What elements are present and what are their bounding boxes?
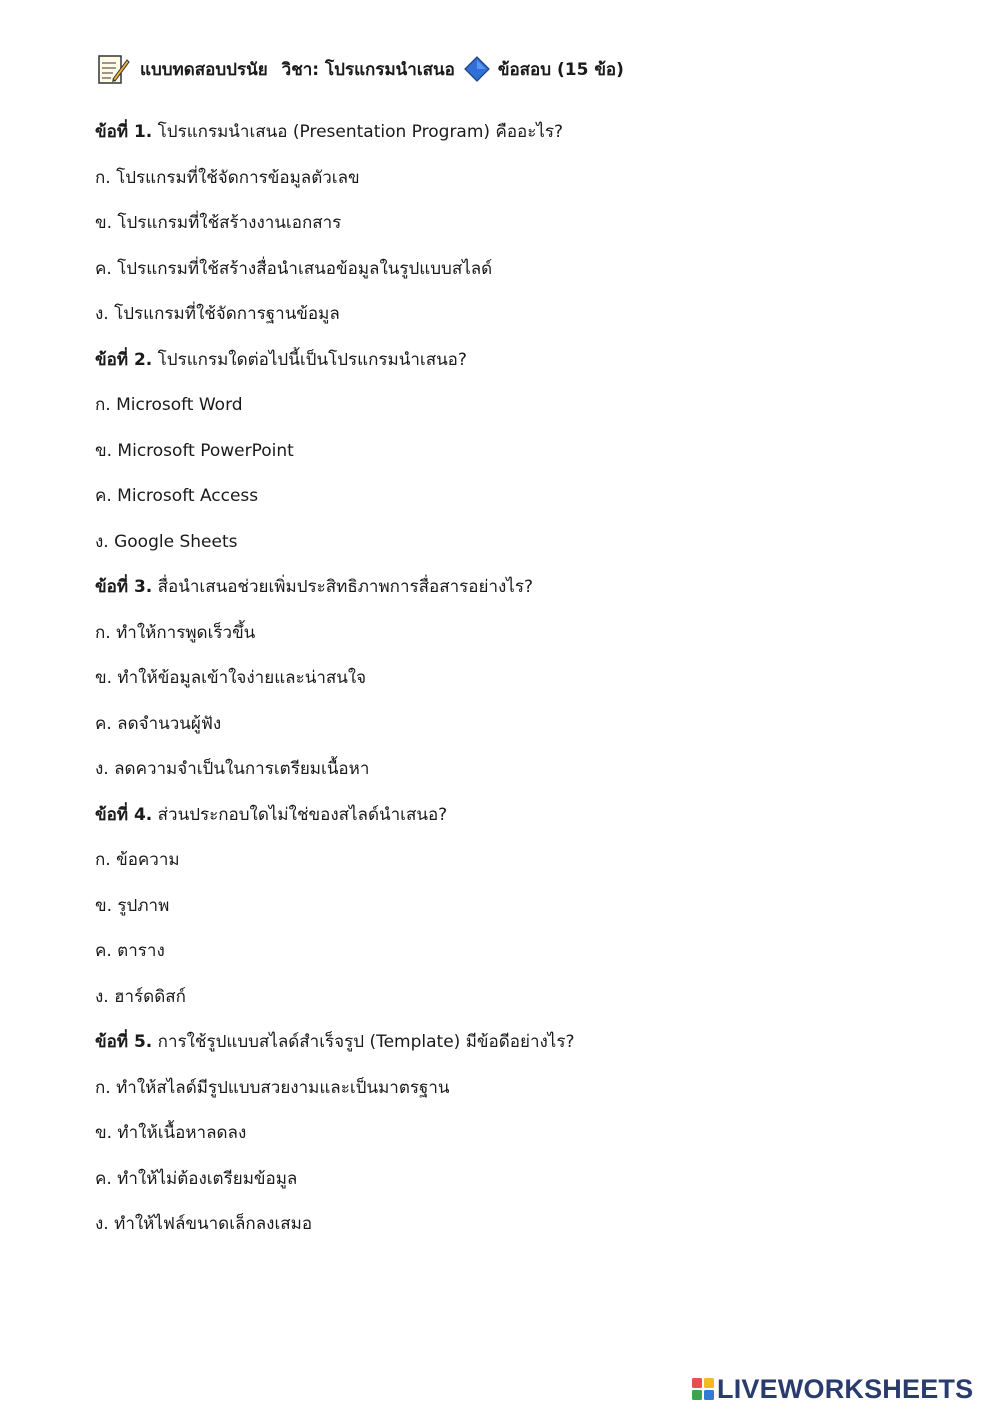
question-4 — [95, 797, 955, 843]
question-number: ข้อที่ 1. — [95, 122, 153, 142]
answer-option[interactable]: ก. โปรแกรมที่ใช้จัดการข้อมูลตัวเลข — [95, 167, 360, 188]
notepad-pencil-icon — [96, 52, 130, 86]
answer-option[interactable]: ค. Microsoft Access — [95, 486, 259, 506]
question-number: ข้อที่ 5. — [95, 1032, 153, 1052]
answer-option[interactable]: ก. ทำให้สไลด์มีรูปแบบสวยงามและเป็นมาตรฐาน — [95, 1077, 450, 1098]
question-text: โปรแกรมใดต่อไปนี้เป็นโปรแกรมนำเสนอ? — [157, 349, 467, 370]
brand-text: LIVEWORKSHEETS — [717, 1373, 974, 1404]
answer-option[interactable]: ง. Google Sheets — [95, 531, 238, 552]
answer-option[interactable]: ง. ทำให้ไฟล์ขนาดเล็กลงเสมอ — [95, 1214, 313, 1234]
question-number: ข้อที่ 3. — [95, 577, 153, 597]
question-text: การใช้รูปแบบสไลด์สำเร็จรูป (Template) มีข้อดีอย่างไร? — [157, 1032, 575, 1052]
answer-option[interactable]: ข. ทำให้ข้อมูลเข้าใจง่ายและน่าสนใจ — [95, 668, 367, 688]
question-1 — [95, 114, 955, 160]
answer-option[interactable]: ข. โปรแกรมที่ใช้สร้างงานเอกสาร — [95, 213, 342, 233]
answer-option[interactable]: ค. ลดจำนวนผู้ฟัง — [95, 713, 222, 734]
answer-option[interactable]: ก. Microsoft Word — [95, 395, 243, 415]
answer-option[interactable]: ง. โปรแกรมที่ใช้จัดการฐานข้อมูล — [95, 304, 340, 324]
answer-option[interactable]: ค. โปรแกรมที่ใช้สร้างสื่อนำเสนอข้อมูลในรูปแบบสไลด์ — [95, 258, 493, 279]
answer-option[interactable]: ง. ลดความจำเป็นในการเตรียมเนื้อหา — [95, 759, 370, 779]
exam-count-label: ข้อสอบ (15 ข้อ) — [497, 59, 624, 80]
answer-option[interactable]: ก. ทำให้การพูดเร็วขึ้น — [95, 622, 256, 643]
worksheet-title: แบบทดสอบปรนัย — [140, 59, 268, 80]
blue-diamond-icon — [464, 56, 490, 82]
answer-option[interactable]: ค. ทำให้ไม่ต้องเตรียมข้อมูล — [95, 1168, 298, 1189]
question-list — [95, 114, 955, 1252]
liveworksheets-brand — [692, 1374, 973, 1404]
question-text: โปรแกรมนำเสนอ (Presentation Program) คืออะไร? — [157, 122, 564, 142]
question-text: สื่อนำเสนอช่วยเพิ่มประสิทธิภาพการสื่อสารอย่างไร? — [157, 577, 533, 597]
question-2 — [95, 342, 955, 388]
answer-option[interactable]: ข. รูปภาพ — [95, 895, 170, 916]
answer-option[interactable]: ง. ฮาร์ดดิสก์ — [95, 986, 186, 1007]
question-number: ข้อที่ 4. — [95, 804, 153, 825]
liveworksheets-logo-icon — [692, 1378, 714, 1400]
worksheet-header — [96, 52, 624, 86]
question-text: ส่วนประกอบใดไม่ใช่ของสไลด์นำเสนอ? — [157, 804, 448, 825]
question-5 — [95, 1024, 955, 1070]
question-3 — [95, 569, 955, 615]
question-number: ข้อที่ 2. — [95, 349, 153, 370]
subject-label: วิชา: โปรแกรมนำเสนอ — [281, 59, 455, 80]
answer-option[interactable]: ข. ทำให้เนื้อหาลดลง — [95, 1123, 247, 1143]
answer-option[interactable]: ข. Microsoft PowerPoint — [95, 440, 294, 461]
answer-option[interactable]: ก. ข้อความ — [95, 850, 180, 870]
answer-option[interactable]: ค. ตาราง — [95, 941, 165, 961]
